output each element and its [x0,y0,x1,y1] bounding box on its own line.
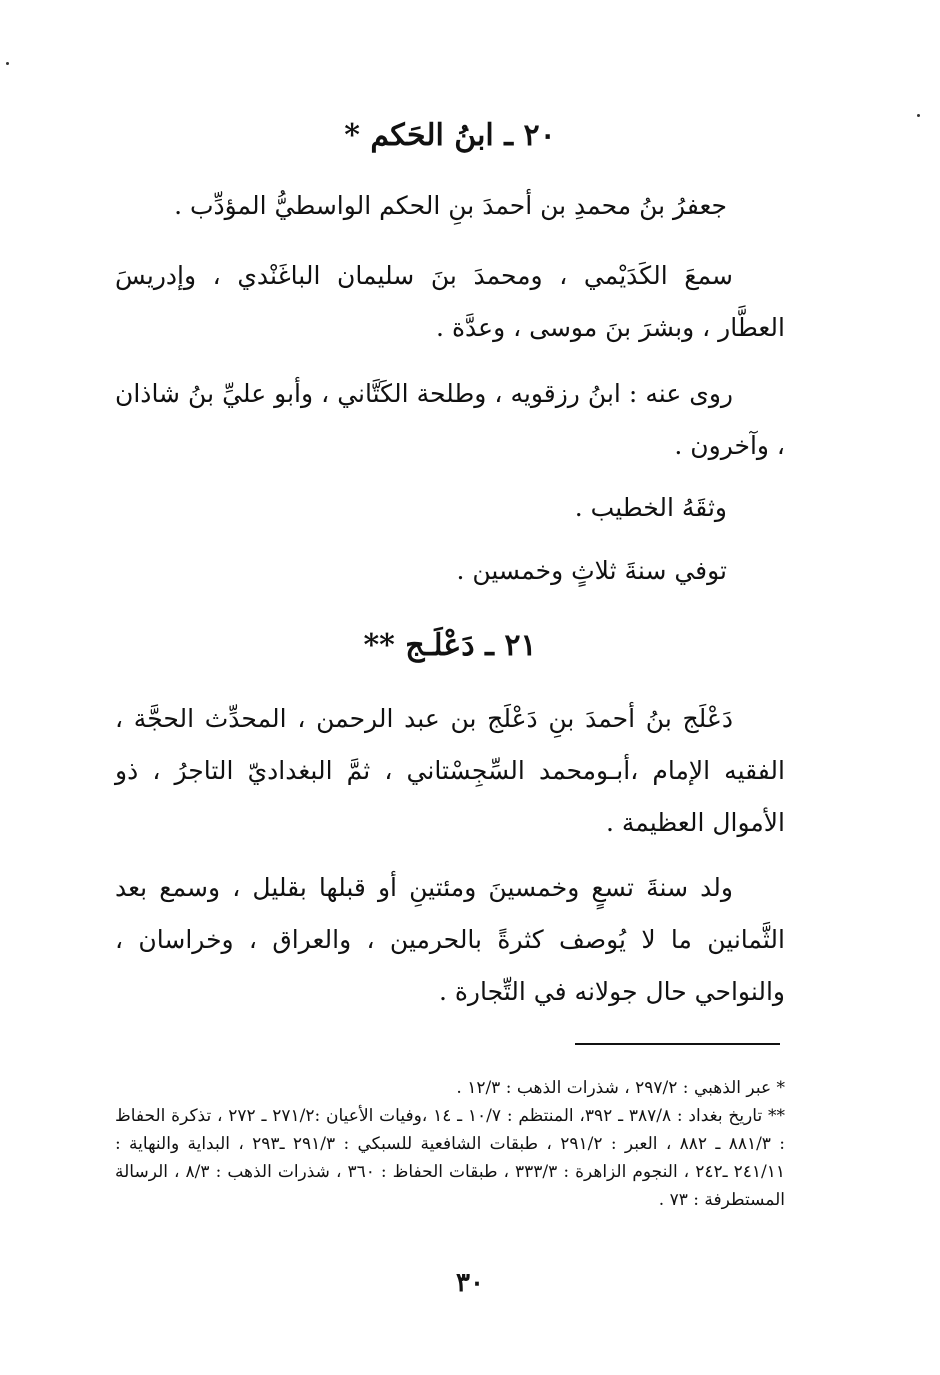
footnotes [115,1074,785,1214]
entry-paragraph: سمعَ الكَدَيْمي ، ومحمدَ بنَ سليمان الباغَنْدي ، وإدريسَ العطَّار ، وبشرَ بنَ موسى ، وعدَّة . [115,261,785,342]
scan-speck [917,114,920,117]
entry-paragraph: توفي سنةَ ثلاثٍ وخمسين . [456,556,727,585]
page-number: ٣٠ [456,1268,484,1298]
footnote-separator [575,1043,780,1045]
entry-paragraph: دَعْلَج بنُ أحمدَ بنِ دَعْلَج بن عبد الرحمن ، المحدِّث الحجَّة ، الفقيه الإمام ،أبـومحمد السِّجِسْتاني ، ثمَّ البغداديّ التاجرُ ، ذو الأموال العظيمة . [115,704,785,837]
entry-heading: ٢١ ـ دَعْلَـج ** [363,628,537,663]
scan-speck [6,62,9,65]
entry-paragraph: وثقَهُ الخطيب . [574,493,727,522]
entry-paragraph: جعفرُ بنُ محمدِ بن أحمدَ بنِ الحكم الواسطيُّ المؤدِّب . [174,191,727,220]
entry-paragraph: روى عنه : ابنُ رزقويه ، وطلحة الكَتَّاني ، وأبو عليِّ بنُ شاذان ، وآخرون . [115,379,785,460]
entry-paragraph: ولد سنةَ تسعٍ وخمسينَ ومئتينِ أو قبلها بقليل ، وسمع بعد الثَّمانين ما لا يُوصف كثرةً بالحرمين ، والعراق ، وخراسان ، والنواحي حال جولانه في التِّجارة . [115,873,785,1006]
footnote: ** تاريخ بغداد : ٣٨٧/٨ ـ ٣٩٢، المنتظم : ١٠/٧ ـ ١٤ ،وفيات الأعيان :٢٧١/٢ ـ ٢٧٢ ، تذكرة الحفاظ : ٨٨١/٣ ـ ٨٨٢ ، العبر : ٢٩١/٢ ، طبقات الشافعية للسبكي : ٢٩١/٣ ـ٢٩٣ ، البداية والنهاية : ٢٤١/١١ ـ٢٤٢ ، النجوم الزاهرة : ٣٣٣/٣ ، طبقات الحفاظ : ٣٦٠ ، شذرات الذهب : ٨/٣ ، الرسالة المستطرفة : ٧٣ . [115,1106,786,1210]
entry-heading: ٢٠ ـ ابنُ الحَكم * [344,118,556,153]
footnote: * عبر الذهبي : ٢٩٧/٢ ، شذرات الذهب : ١٢/٣ . [456,1078,785,1098]
